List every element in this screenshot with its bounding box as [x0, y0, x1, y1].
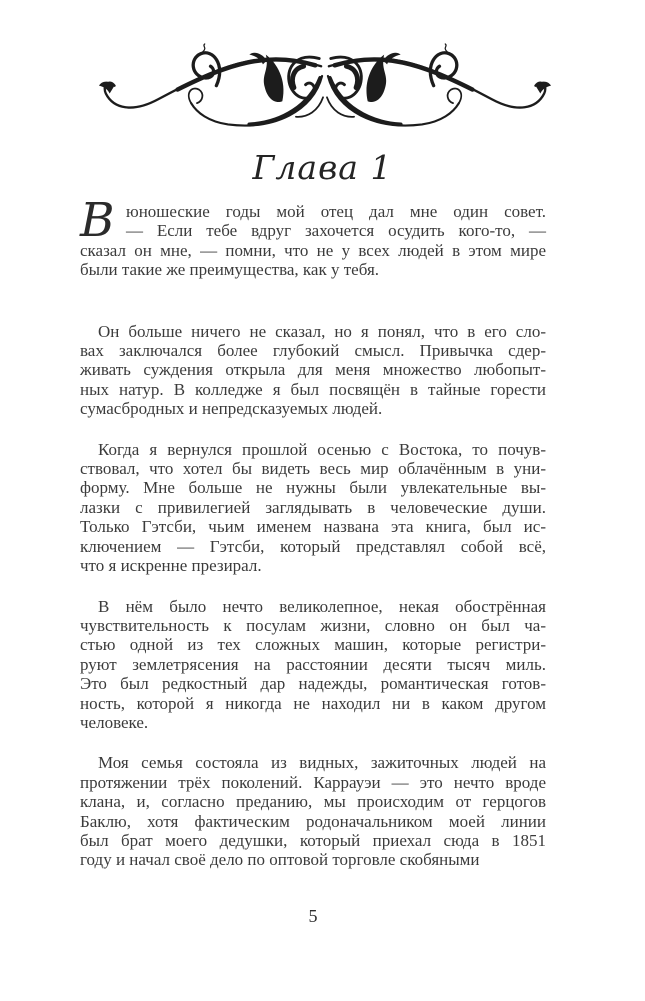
paragraph — [80, 322, 546, 419]
text-line: клана, и, согласно преданию, мы происходим от герцогов — [80, 792, 546, 812]
text-line: ключением — Гэтсби, который представлял собой всё, — [80, 536, 546, 556]
paragraph — [80, 597, 546, 733]
text-line: ствовал, что хотел бы видеть весь мир облачённым в уни- — [80, 459, 546, 479]
text-line: что я искренне презирал. — [80, 556, 262, 576]
text-line: человеке. — [80, 712, 149, 732]
text-line: Моя семья состояла из видных, зажиточных людей на — [98, 753, 546, 773]
floral-flourish-icon — [86, 43, 564, 140]
text-line: ность, которой я никогда не находил ни в каком другом — [80, 693, 546, 713]
text-line: лазки с привилегией заглядывать в человеческие души. — [80, 497, 546, 517]
page-number: 5 — [308, 906, 318, 926]
text-line: был брат моего дедушки, который приехал сюда в 1851 — [80, 830, 546, 850]
text-line: чувствительность к посулам жизни, словно он был ча- — [80, 615, 546, 635]
text-line: — Если тебе вдруг захочется осудить кого-то, — — [126, 221, 546, 241]
chapter-title: Глава 1 — [252, 148, 393, 187]
text-line: ных натур. В колледже я был посвящён в тайные горести — [80, 379, 546, 399]
text-line: живать суждения открыла для меня множество любопыт- — [80, 360, 546, 380]
drop-cap: В — [80, 193, 115, 248]
text-line: сумасбродных и непредсказуемых людей. — [80, 399, 383, 419]
text-line: году и начал своё дело по оптовой торговле скобяными — [80, 850, 480, 870]
text-line: форму. Мне больше не нужны были увлекательные вы- — [80, 478, 546, 498]
text-line: Он больше ничего не сказал, но я понял, что в его сло- — [98, 321, 546, 341]
text-line: юношеские годы мой отец дал мне один совет. — [126, 202, 546, 221]
paragraph — [80, 440, 546, 576]
text-line: протяжении трёх поколений. Каррауэи — это нечто вроде — [80, 772, 546, 792]
paragraph — [80, 193, 546, 280]
text-line: Только Гэтсби, чьим именем названа эта книга, был ис- — [80, 517, 546, 537]
text-line: вах заключался более глубокий смысл. Привычка сдер- — [80, 341, 546, 361]
text-line: стью одной из тех сложных машин, которые регистри- — [80, 635, 546, 655]
page-text — [80, 193, 546, 891]
text-line: В нём было нечто великолепное, некая обострённая — [98, 596, 546, 616]
text-line: Когда я вернулся прошлой осенью с Востока, то почув- — [98, 439, 546, 459]
text-line: Это был редкостный дар надежды, романтическая готов- — [80, 674, 546, 694]
text-line: были такие же преимущества, как у тебя. — [80, 260, 380, 280]
paragraph — [80, 753, 546, 869]
text-line: руют землетрясения на расстоянии десяти тысяч миль. — [80, 654, 546, 674]
text-line: Баклю, хотя фактическим родоначальником моей линии — [80, 811, 546, 831]
text-line: сказал он мне, — помни, что не у всех людей в этом мире — [80, 240, 546, 260]
